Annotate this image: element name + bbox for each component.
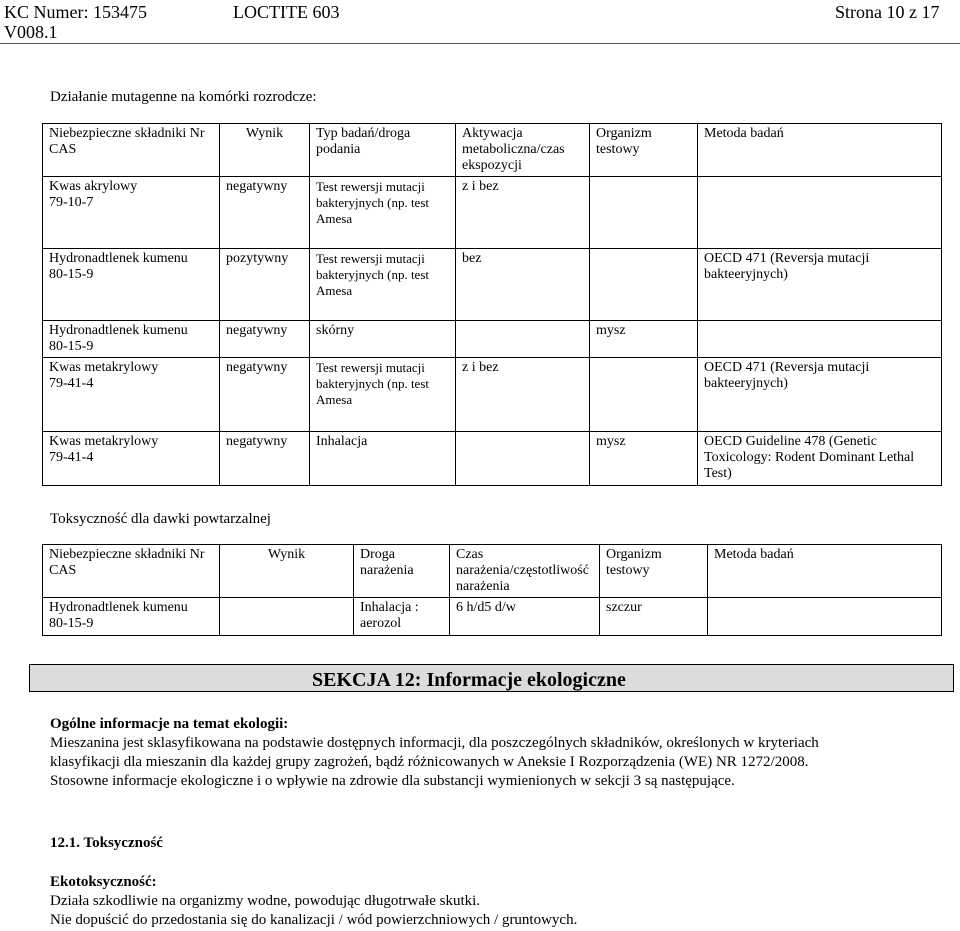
ecotoxicity-text: Działa szkodliwie na organizmy wodne, powodując długotrwałe skutki. Nie dopuścić do przedostania się do kanalizacji / wód powierzchniowych / gruntowych. (50, 893, 578, 928)
table-row: Kwas metakrylowy 79-41-4 negatywny Test rewersji mutacji bakteryjnych (np. test Amesa z i bez OECD 471 (Reversja mutacji bakteeryjnych) (43, 358, 942, 432)
kc-number: KC Numer: 153475 (4, 2, 147, 22)
table-row: Hydronadtlenek kumenu 80-15-9 pozytywny Test rewersji mutacji bakteryjnych (np. test Amesa bez OECD 471 (Reversja mutacji bakteeryjnych) (43, 249, 942, 321)
col-header-organism: Organizm testowy (590, 124, 698, 177)
table-row: Hydronadtlenek kumenu 80-15-9 negatywny skórny mysz (43, 321, 942, 358)
table-header-row (43, 545, 942, 598)
col-header-method: Metoda badań (708, 545, 942, 598)
col-header-organism: Organizm testowy (600, 545, 708, 598)
mutagenic-heading: Działanie mutagenne na komórki rozrodcze: (50, 89, 317, 105)
general-ecology-text: Mieszanina jest sklasyfikowana na podstawie dostępnych informacji, dla poszczególnych składników, określonych w kryteriach klasyfikacji dla mieszanin dla każdej grupy zagrożeń, bądź różnicowanych w Aneksie I Rozporządzenia (WE) NR 1272/2008. Stosowne informacje ekologiczne i o wpływie na zdrowie dla substancji wymienionych w sekcji 3 są następujące. (50, 735, 819, 789)
col-header-type: Typ badań/droga podania (310, 124, 456, 177)
repeated-dose-heading: Toksyczność dla dawki powtarzalnej (50, 511, 271, 527)
ecotoxicity-heading: Ekotoksyczność: (50, 874, 157, 890)
col-header-route: Droga narażenia (354, 545, 450, 598)
table-header-row (43, 124, 942, 177)
col-header-substance: Niebezpieczne składniki Nr CAS (43, 124, 220, 177)
col-header-time: Czas narażenia/częstotliwość narażenia (450, 545, 600, 598)
col-header-method: Metoda badań (698, 124, 942, 177)
page-number: Strona 10 z 17 (835, 2, 940, 22)
toxicity-heading: 12.1. Toksyczność (50, 835, 163, 851)
mutagenic-table (42, 123, 942, 486)
table-row: Kwas akrylowy 79-10-7 negatywny Test rewersji mutacji bakteryjnych (np. test Amesa z i bez (43, 177, 942, 249)
table-row: Hydronadtlenek kumenu 80-15-9 Inhalacja : aerozol 6 h/d5 d/w szczur (43, 598, 942, 636)
col-header-activation: Aktywacja metaboliczna/czas ekspozycji (456, 124, 590, 177)
col-header-result: Wynik (220, 124, 310, 177)
header-rule (0, 43, 960, 44)
repeated-dose-table (42, 544, 942, 636)
section-12-title: SEKCJA 12: Informacje ekologiczne (312, 669, 626, 691)
table-row: Kwas metakrylowy 79-41-4 negatywny Inhalacja mysz OECD Guideline 478 (Genetic Toxicology: Rodent Dominant Lethal Test) (43, 432, 942, 486)
col-header-substance: Niebezpieczne składniki Nr CAS (43, 545, 220, 598)
col-header-result: Wynik (220, 545, 354, 598)
product-name: LOCTITE 603 (233, 2, 340, 22)
version: V008.1 (4, 22, 58, 42)
general-ecology-heading: Ogólne informacje na temat ekologii: (50, 716, 289, 732)
